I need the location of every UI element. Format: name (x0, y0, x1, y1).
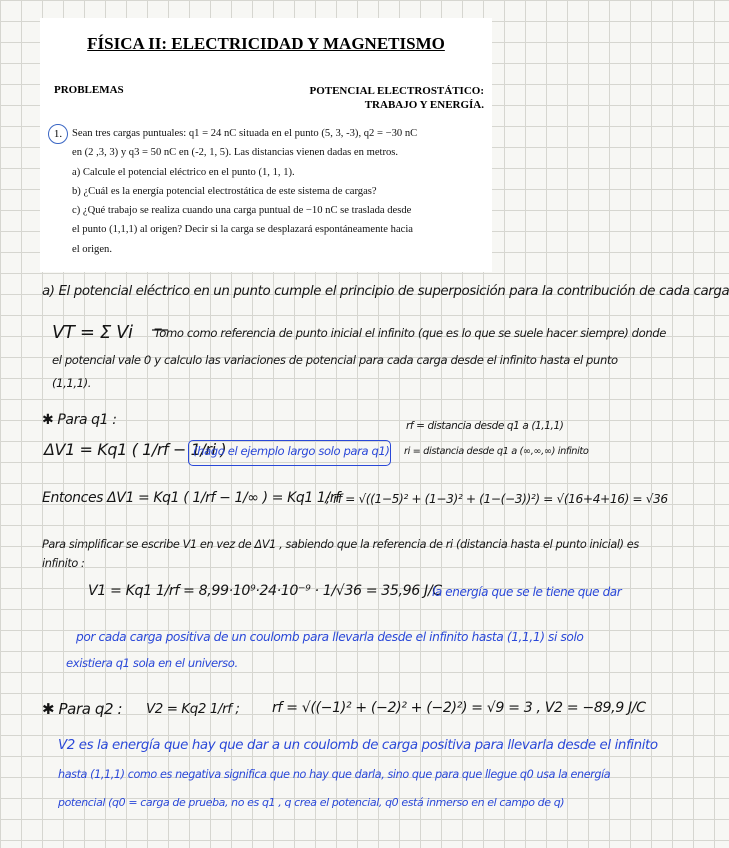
note-ri-def: ri = distancia desde q1 a (∞,∞,∞) infinito (404, 446, 589, 457)
note-entonces: Entonces ΔV1 = Kq1 ( 1/rf − 1/∞ ) = Kq1 1/rf (42, 490, 340, 506)
note-v2-formula: V2 = Kq2 1/rf ; (146, 702, 240, 717)
note-part-a: a) El potencial eléctrico en un punto cumple el principio de superposición para la contribución de cada carga (42, 284, 729, 299)
note-energy-meaning-3: existiera q1 sola en el universo. (66, 656, 238, 670)
problem-statement: Sean tres cargas puntuales: q1 = 24 nC situada en el punto (5, 3, -3), q2 = −30 nC en (2 ,3, 3) y q3 = 50 nC en (-2, 1, 5). Las distancias vienen dadas en metros. a) Calcule el potencial eléctrico en el punto (1, 1, 1). b) ¿Cuál es la energía potencial electrostática de este sistema de cargas? c) ¿Qué trabajo se realiza cuando una carga puntual de −10 nC se traslada desde el punto (1,1,1) al origen? Decir si la carga se desplazará espontáneamente hacia el origen. (72, 128, 418, 255)
note-para-q1: ✱ Para q1 : (42, 412, 117, 428)
note-v2-calc: rf = √((−1)² + (−2)² + (−2)²) = √9 = 3 , V2 = −89,9 J/C (272, 700, 646, 716)
note-para-q2: ✱ Para q2 : (42, 700, 123, 718)
note-delta-v1: ΔV1 = Kq1 ( 1/rf − 1/ri ) (44, 440, 227, 459)
note-example: (hago el ejemplo largo solo para q1) (193, 444, 390, 458)
note-v2-meaning-3: potencial (q0 = carga de prueba, no es q1 , q crea el potencial, q0 está inmerso en el campo de q) (58, 796, 565, 809)
note-rf-calc: ; rf = √((1−5)² + (1−3)² + (1−(−3))²) = √(16+4+16) = √36 (326, 492, 668, 506)
note-rf-def: rf = distancia desde q1 a (1,1,1) (406, 420, 564, 432)
note-energy-meaning: la energía que se le tiene que dar (432, 585, 622, 599)
note-v2-meaning: V2 es la energía que hay que dar a un coulomb de carga positiva para llevarla desde el infinito (58, 738, 658, 753)
note-simplify: Para simplificar se escribe V1 en vez de ΔV1 , sabiendo que la referencia de ri (distancia hasta el punto inicial) es (42, 538, 639, 551)
problem-number: 1. (48, 124, 68, 144)
note-energy-meaning-2: por cada carga positiva de un coulomb para llevarla desde el infinito hasta (1,1,1) si solo (76, 630, 584, 644)
note-v1-value: V1 = Kq1 1/rf = 8,99·10⁹·24·10⁻⁹ · 1/√36 = 35,96 J/C (88, 583, 442, 599)
note-infinito: infinito : (42, 557, 85, 570)
note-reference: Tomo como referencia de punto inicial el infinito (que es lo que se suele hacer siempre) donde (154, 326, 666, 340)
note-reference-2: el potencial vale 0 y calculo las variaciones de potencial para cada carga desde el infinito hasta el punto (52, 353, 618, 367)
note-point: (1,1,1). (52, 376, 92, 390)
page-title: FÍSICA II: ELECTRICIDAD Y MAGNETISMO (87, 34, 445, 53)
note-v2-meaning-2: hasta (1,1,1) como es negativa significa que no hay que darla, sino que para que llegue q0 usa la energía (58, 768, 611, 781)
problems-label: PROBLEMAS (54, 84, 124, 96)
note-total-potential: VT = Σ Vi (52, 322, 133, 343)
topic-label: POTENCIAL ELECTROSTÁTICO: TRABAJO Y ENERGÍA. (309, 85, 484, 111)
